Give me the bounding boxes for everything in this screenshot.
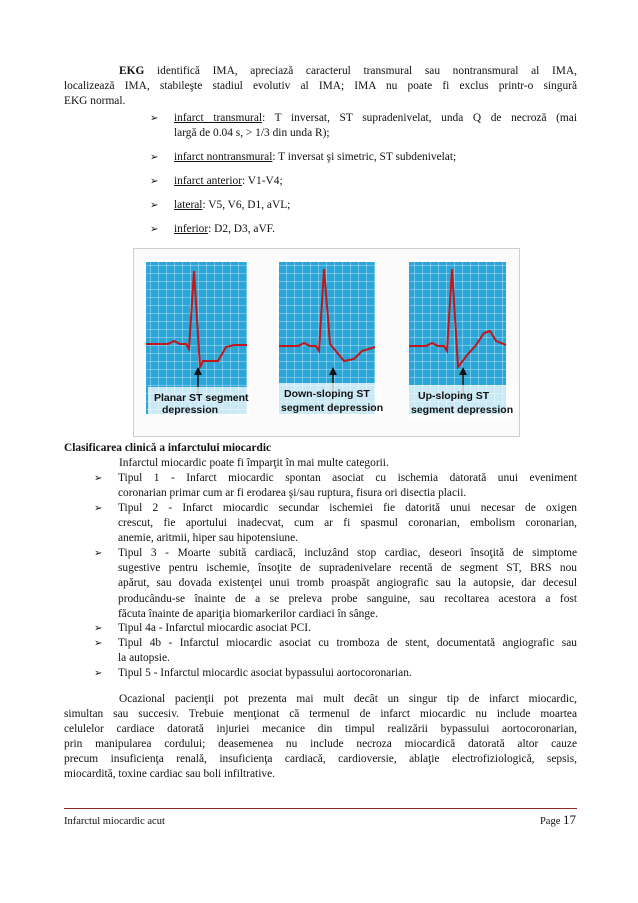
arrow-bullet-icon: ➢ [94, 503, 103, 514]
paragraph-line4: prin manipularea cordului; deasemenea nu include necroza miocardică datorată altor cauze [64, 738, 577, 750]
type-4b-item [94, 636, 577, 666]
arrow-bullet-icon: ➢ [94, 473, 103, 484]
bullet-term: infarct anterior [174, 175, 242, 187]
ekg-bullet-4 [150, 198, 577, 213]
item-line: făcuta înainte de apariţia biomarkerilor cardiaci în sânge. [118, 607, 378, 620]
arrow-bullet-icon: ➢ [94, 668, 103, 679]
type-4a-item [94, 621, 577, 636]
panel-label-line2: segment depression [411, 404, 514, 416]
footer-divider [64, 808, 577, 809]
bullet-text: : D2, D3, aVF. [208, 223, 275, 235]
item-line: Tipul 3 - Moarte subită cardiacă, incluzând stop cardiac, deseori însoţită de simptome [118, 547, 577, 559]
ekg-bullet-1 [150, 111, 577, 141]
item-line: la autopsie. [118, 652, 170, 665]
bullet-term: inferior [174, 223, 209, 235]
bullet-term: infarct nontransmural [174, 151, 273, 163]
ecg-panel-upsloping [408, 262, 514, 419]
ekg-bullet-3 [150, 174, 577, 189]
item-line: coronarian primar cum ar fi erodarea şi/sau ruptura, fisura ori disectia placii. [118, 487, 467, 500]
item-line: anemie, aritmii, hiper sau hipotensiune. [118, 532, 298, 545]
bullet-text: : V5, V6, D1, aVL; [202, 199, 291, 211]
bullet-text: : T inversat, ST supradenivelat, unda Q de necroză (mai [262, 112, 578, 124]
ecg-panel-planar [146, 262, 250, 417]
panel-label-line1: Down-sloping ST [284, 388, 370, 400]
bullet-text-cont: largă de 0.04 s, > 1/3 din unda R); [174, 127, 330, 140]
arrow-bullet-icon: ➢ [150, 113, 159, 124]
ekg-bullet-2 [150, 150, 577, 165]
item-line: Tipul 1 - Infarct miocardic spontan asociat cu ischemia datorată unui eveniment [118, 472, 577, 484]
footer-page [540, 812, 576, 829]
item-line: crescut, fie aportului inadecvat, cum ar fi spasmul coronarian, embolism coronarian, [118, 517, 577, 530]
panel-label-line1: Up-sloping ST [418, 390, 490, 402]
arrow-bullet-icon: ➢ [94, 623, 103, 634]
arrow-bullet-icon: ➢ [150, 200, 159, 211]
arrow-bullet-icon: ➢ [94, 638, 103, 649]
arrow-bullet-icon: ➢ [150, 176, 159, 187]
item-line: apărut, sau dovada existenţei unui tromb proaspăt angiografic sau la autopsie, dar decesul [118, 577, 577, 590]
item-line: Tipul 2 - Infarct miocardic secundar ischemiei fie datorită unui necesar de oxigen [118, 502, 577, 514]
page-number: 17 [563, 812, 576, 827]
item-line: Tipul 4b - Infarctul miocardic asociat cu tromboza de stent, documentată angiografic sau [118, 637, 577, 649]
item-line: Tipul 5 - Infarctul miocardic asociat bypassului aortocoronarian. [118, 667, 412, 679]
footer-title: Infarctul miocardic acut [64, 816, 165, 827]
bullet-text: : V1-V4; [242, 175, 283, 187]
type-5-item [94, 666, 577, 681]
intro-text: identifică IMA, apreciază caracterul transmural sau nontransmural al IMA, [144, 65, 577, 77]
ekg-bullet-5 [150, 222, 577, 237]
ekg-lead: EKG [119, 65, 145, 77]
item-line: sugestive pentru ischemie, însoţite de supradenivelare recentă de segment ST, BRS nou [118, 562, 577, 575]
paragraph-line6: miocardită, toxine cardiac sau boli infiltrative. [64, 768, 275, 780]
item-line: Tipul 4a - Infarctul miocardic asociat PCI. [118, 622, 311, 634]
ecg-figure-svg [134, 249, 519, 436]
type-1-item [94, 471, 577, 501]
intro-line2: localizează IMA, stabileşte stadiul evolutiv al IMA; IMA nu poate fi exclus printr-o singură [64, 80, 577, 92]
panel-label-line2: segment depression [281, 402, 384, 414]
intro-line1 [64, 64, 577, 79]
paragraph-line5: precum insuficienţa renală, insuficienţa cardiacă, cardioversie, ablaţie electrofiziologică, sepsis, [64, 753, 577, 765]
bullet-term: infarct transmural [174, 112, 263, 124]
type-2-item [94, 501, 577, 547]
paragraph-line2: simultan sau succesiv. Trebuie menţionat că termenul de infarct miocardic nu include moartea [64, 708, 577, 720]
section-heading: Clasificarea clinică a infarctului miocardic [64, 442, 272, 454]
arrow-bullet-icon: ➢ [94, 548, 103, 559]
arrow-bullet-icon: ➢ [150, 224, 159, 235]
section-intro: Infarctul miocardic poate fi împarţit în mai multe categorii. [119, 457, 389, 469]
page-label: Page [539, 816, 561, 827]
bullet-term: lateral [174, 199, 203, 211]
paragraph-line3: celulelor cardiace datorată injuriei mecanice din timpul realizării bypassului aortocoronarian, [64, 723, 577, 735]
ecg-figure [133, 248, 520, 437]
intro-line3: EKG normal. [64, 95, 126, 107]
arrow-bullet-icon: ➢ [150, 152, 159, 163]
panel-label-line1: Planar ST segment [154, 392, 249, 404]
type-3-item [94, 546, 577, 622]
ecg-panel-downsloping [277, 262, 383, 417]
bullet-text: : T inversat şi simetric, ST subdenivelat; [272, 151, 457, 163]
paragraph-line1: Ocazional pacienţii pot prezenta mai mult decât un singur tip de infarct miocardic, [119, 693, 577, 705]
item-line: producându-se înainte de a se preleva probe sanguine, sau recoltarea acestora a fost [118, 592, 577, 605]
panel-label-line2: depression [162, 404, 219, 416]
